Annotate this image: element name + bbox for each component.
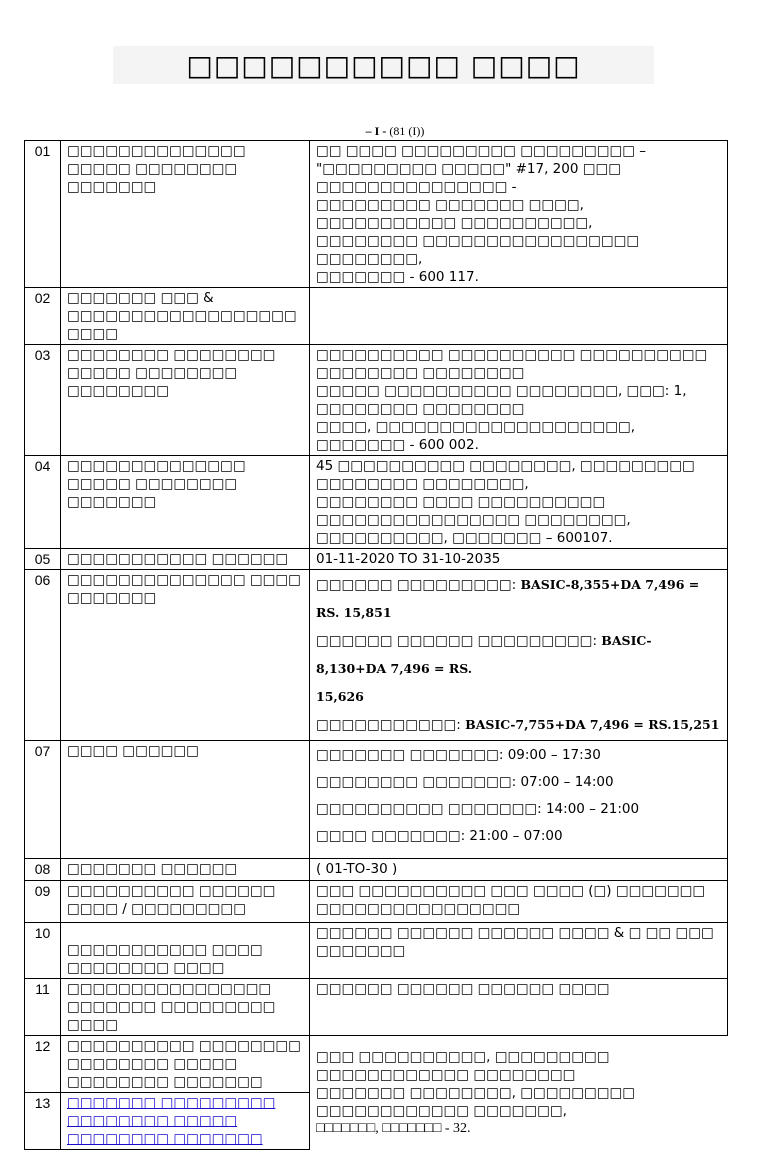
shift-line: □□□□□□□□ □□□□□□□: 07:00 – 14:00 bbox=[316, 774, 614, 790]
row-number: 08 bbox=[25, 859, 61, 881]
row-number: 13 bbox=[25, 1093, 61, 1150]
row-value: □□□□□□ □□□□□□ □□□□□□ □□□□ bbox=[310, 979, 728, 1036]
row-value: 01-11-2020 TO 31-10-2035 bbox=[310, 549, 728, 570]
row-number: 11 bbox=[25, 979, 61, 1036]
wage-line bbox=[316, 711, 721, 739]
row-label: □□□□□□□□□□□□□□ □□□□□ □□□□□□□□ □□□□□□□ bbox=[61, 141, 310, 288]
value-line: □□□ □□□□□□□□□□, □□□□□□□□□ □□□□□□□□□□□□ □□□□□□□□ bbox=[316, 1048, 610, 1083]
row-label: □□□□□□□□□□□□□□ □□□□ □□□□□□□ bbox=[61, 570, 310, 741]
row-value-shared bbox=[310, 1036, 728, 1150]
row-number: 09 bbox=[25, 881, 61, 923]
row-label: □□□□□□□□□□□□□□ □□□□□ □□□□□□□□ □□□□□□□ bbox=[61, 456, 310, 549]
subhead-rest: (81 (I)) bbox=[386, 124, 425, 138]
value-line: □□□□□□□□□ □□□□□□□ □□□□, □□□□□□□□□□□ □□□□□□□□□□, bbox=[316, 197, 593, 231]
table-row bbox=[25, 141, 728, 288]
wage-amount: BASIC-7,755+DA 7,496 = RS.15,251 bbox=[465, 717, 720, 732]
row-number: 05 bbox=[25, 549, 61, 570]
row-value: ( 01-TO-30 ) bbox=[310, 859, 728, 881]
row-number: 04 bbox=[25, 456, 61, 549]
table-row bbox=[25, 881, 728, 923]
table-row bbox=[25, 288, 728, 345]
row-value bbox=[310, 456, 728, 549]
shift-line: □□□□□□□□□□ □□□□□□□: 14:00 – 21:00 bbox=[316, 801, 640, 817]
wage-category: □□□□□□□□□□□: bbox=[316, 717, 466, 733]
row-label: □□□□□□□□□□□ □□□□□□ bbox=[61, 549, 310, 570]
value-line: □□□□□□□, □□□□□□□ - 32. bbox=[316, 1120, 471, 1136]
row-number: 03 bbox=[25, 345, 61, 456]
table-row bbox=[25, 859, 728, 881]
value-line: □□□□□□□□ □□□□□□□□□□□□□□□□□ □□□□□□□□, bbox=[316, 233, 640, 267]
value-line: □□□□□□□ □□□□□□□□, □□□□□□□□□ □□□□□□□□□□□□ □□□□□□□, bbox=[316, 1084, 635, 1119]
row-label-text: □□□□□□□□□□□ □□□□ □□□□□□□□ □□□□ bbox=[67, 942, 263, 976]
row-label: □□□□□□□□□□ □□□□□□□□ □□□□□□□□ □□□□□ □□□□□□□□ □□□□□□□ bbox=[61, 1036, 310, 1093]
row-value bbox=[310, 741, 728, 859]
shift-line: □□□□□□□ □□□□□□□: 09:00 – 17:30 bbox=[316, 747, 601, 763]
row-value bbox=[310, 141, 728, 288]
value-line: □□□□□□□ - 600 117. bbox=[316, 269, 479, 285]
table-row bbox=[25, 923, 728, 979]
row-value: □□□□□□ □□□□□□ □□□□□□ □□□□ & □ □□ □□□ □□□□□□□ bbox=[310, 923, 728, 979]
wage-line bbox=[316, 571, 721, 627]
row-number: 01 bbox=[25, 141, 61, 288]
table-row bbox=[25, 570, 728, 741]
value-line: "□□□□□□□□□ □□□□□" #17, 200 □□□ □□□□□□□□□□□□□□□ - bbox=[316, 161, 621, 195]
row-number: 12 bbox=[25, 1036, 61, 1093]
table-row bbox=[25, 1036, 728, 1093]
row-number: 06 bbox=[25, 570, 61, 741]
wage-line bbox=[316, 683, 721, 711]
value-line: □□□□□□□□□□, □□□□□□□ – 600107. bbox=[316, 530, 613, 546]
table-row bbox=[25, 456, 728, 549]
value-line: □□□□□□□□ □□□□ □□□□□□□□□□ □□□□□□□□□□□□□□□□ □□□□□□□□, bbox=[316, 494, 631, 528]
row-number: 10 bbox=[25, 923, 61, 979]
row-label bbox=[61, 923, 310, 979]
value-line: □□□□, □□□□□□□□□□□□□□□□□□□□, bbox=[316, 419, 635, 435]
row-label: □□□□ □□□□□□ bbox=[61, 741, 310, 859]
table-row bbox=[25, 549, 728, 570]
value-line: 45 □□□□□□□□□□ □□□□□□□□, □□□□□□□□□ □□□□□□□□ □□□□□□□□, bbox=[316, 458, 695, 492]
page-title: □□□□□□□□□□ □□□□ bbox=[113, 46, 654, 84]
row-number: 02 bbox=[25, 288, 61, 345]
row-label: □□□□□□□□□□□□□□□□ □□□□□□□ □□□□□□□□□ □□□□ bbox=[61, 979, 310, 1036]
value-line: □□□□□□□□□□ □□□□□□□□□□ □□□□□□□□□□ □□□□□□□□ □□□□□□□□ bbox=[316, 347, 708, 381]
table-row bbox=[25, 741, 728, 859]
row-label: □□□□□□□□ □□□□□□□□ □□□□□ □□□□□□□□ □□□□□□□□ bbox=[61, 345, 310, 456]
value-line: □□□□□ □□□□□□□□□□ □□□□□□□□, □□□: 1, □□□□□□□□ □□□□□□□□ bbox=[316, 383, 687, 417]
wage-category: □□□□□□ □□□□□□□□□: bbox=[316, 577, 521, 593]
wage-amount: 15,626 bbox=[316, 689, 364, 704]
wage-amount: BASIC-8,355+DA 7,496 = RS. 15,851 bbox=[316, 577, 700, 620]
row-value bbox=[310, 288, 728, 345]
row-label bbox=[61, 1093, 310, 1150]
wage-amount: BASIC-8,130+DA 7,496 = RS. bbox=[316, 633, 652, 676]
wage-category: □□□□□□ □□□□□□ □□□□□□□□□: bbox=[316, 633, 602, 649]
row-label: □□□□□□□ □□□ & □□□□□□□□□□□□□□□□□□ □□□□ bbox=[61, 288, 310, 345]
row-label-link[interactable]: □□□□□□□ □□□□□□□□□ □□□□□□□□ □□□□□ □□□□□□□□ □□□□□□□ bbox=[67, 1095, 276, 1147]
row-value bbox=[310, 345, 728, 456]
table-row bbox=[25, 345, 728, 456]
row-label: □□□□□□□□□□ □□□□□□ □□□□ / □□□□□□□□□ bbox=[61, 881, 310, 923]
value-line: □□ □□□□ □□□□□□□□□ □□□□□□□□□ – bbox=[316, 143, 647, 159]
row-number: 07 bbox=[25, 741, 61, 859]
section-subheading bbox=[0, 124, 768, 139]
row-value bbox=[310, 570, 728, 741]
table-row bbox=[25, 979, 728, 1036]
details-table bbox=[24, 140, 728, 1150]
subhead-bold: – I - bbox=[365, 124, 387, 138]
row-value: □□□ □□□□□□□□□□ □□□ □□□□ (□) □□□□□□□ □□□□□□□□□□□□□□□□ bbox=[310, 881, 728, 923]
shift-line: □□□□ □□□□□□□: 21:00 – 07:00 bbox=[316, 828, 563, 844]
value-line: □□□□□□□ - 600 002. bbox=[316, 437, 479, 453]
row-label: □□□□□□□ □□□□□□ bbox=[61, 859, 310, 881]
wage-line bbox=[316, 627, 721, 683]
